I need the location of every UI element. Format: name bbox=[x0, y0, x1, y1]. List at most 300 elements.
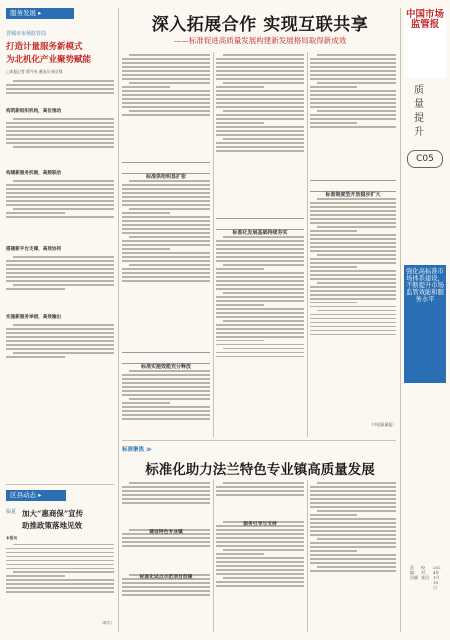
text-line bbox=[6, 142, 114, 144]
text-line bbox=[317, 566, 396, 568]
left-body-1 bbox=[6, 78, 114, 106]
text-line bbox=[6, 188, 114, 190]
text-line bbox=[122, 268, 210, 270]
masthead-title: 中国市场监管报 bbox=[404, 8, 446, 78]
left-byline: □本报记者 贾开亮 通讯员 崔京锋 bbox=[6, 69, 63, 74]
text-line bbox=[317, 110, 396, 112]
text-line bbox=[310, 66, 396, 68]
text-line bbox=[122, 386, 210, 388]
text-line bbox=[129, 82, 210, 84]
text-line bbox=[310, 74, 396, 76]
left-kicker: 晋城市市场监管局 bbox=[6, 31, 47, 37]
lead-c1-body-1 bbox=[122, 52, 210, 158]
text-line bbox=[122, 58, 210, 60]
text-line bbox=[310, 526, 396, 528]
text-line bbox=[122, 410, 210, 412]
text-line bbox=[310, 274, 396, 276]
text-line bbox=[310, 222, 396, 224]
text-line bbox=[129, 264, 210, 266]
text-line bbox=[129, 54, 210, 56]
text-line bbox=[216, 272, 304, 274]
text-line bbox=[310, 542, 396, 544]
text-line bbox=[6, 276, 114, 278]
text-line bbox=[223, 549, 304, 551]
lead-subhead-3: 标准实施效能充分释放 bbox=[140, 364, 191, 370]
text-line bbox=[13, 324, 114, 326]
text-line bbox=[122, 114, 210, 116]
text-line bbox=[13, 146, 114, 148]
text-lines bbox=[122, 370, 210, 419]
text-line bbox=[129, 370, 210, 372]
text-line bbox=[216, 256, 304, 258]
text-line bbox=[310, 262, 396, 264]
text-line bbox=[317, 282, 396, 284]
text-line bbox=[122, 200, 210, 202]
text-line bbox=[122, 232, 210, 234]
text-line bbox=[122, 94, 210, 96]
text-line bbox=[223, 138, 304, 140]
text-line bbox=[216, 304, 264, 306]
text-line bbox=[216, 102, 304, 104]
text-line bbox=[216, 537, 304, 539]
text-line bbox=[216, 240, 304, 242]
text-line bbox=[216, 280, 304, 282]
text-lines bbox=[216, 482, 304, 496]
left-body-2 bbox=[6, 116, 114, 168]
text-line bbox=[13, 208, 114, 210]
text-line bbox=[122, 252, 210, 254]
text-line bbox=[216, 569, 304, 571]
lead-col-1 bbox=[122, 52, 210, 454]
text-line bbox=[310, 530, 396, 532]
text-line bbox=[122, 394, 210, 396]
text-line bbox=[129, 208, 210, 210]
county-title-line1: 加大“惠商保”宣传 bbox=[22, 509, 84, 518]
text-line bbox=[122, 184, 210, 186]
text-line bbox=[310, 490, 396, 492]
text-line bbox=[129, 110, 210, 112]
text-line bbox=[122, 216, 210, 218]
text-line bbox=[13, 571, 114, 573]
lead-subhead-1: 标准供给明显扩张 bbox=[145, 174, 186, 180]
text-line bbox=[216, 106, 304, 108]
text-line bbox=[310, 230, 357, 232]
lead-subtitle: ——标准促进高质量发展构建新发展格局取得新成效 bbox=[173, 36, 347, 45]
text-line bbox=[216, 66, 304, 68]
text-line bbox=[216, 244, 304, 246]
text-line bbox=[310, 302, 357, 304]
text-line bbox=[317, 510, 396, 512]
text-line bbox=[310, 518, 396, 520]
text-line bbox=[216, 90, 304, 92]
text-line bbox=[6, 88, 114, 90]
lead-col-2 bbox=[216, 52, 304, 432]
text-line bbox=[122, 62, 210, 64]
text-line bbox=[122, 212, 170, 214]
text-line bbox=[216, 561, 304, 563]
text-line bbox=[6, 200, 114, 202]
text-lines bbox=[216, 236, 304, 357]
text-line bbox=[216, 545, 304, 547]
bottom-col-rule-1 bbox=[213, 480, 214, 632]
text-line bbox=[122, 502, 210, 504]
text-line bbox=[122, 494, 210, 496]
text-line bbox=[310, 554, 396, 556]
text-line bbox=[310, 62, 396, 64]
text-line bbox=[310, 58, 396, 60]
text-line bbox=[122, 78, 210, 80]
text-lines bbox=[310, 54, 396, 127]
text-line bbox=[122, 418, 210, 420]
text-line bbox=[6, 216, 114, 218]
lead-c3-body-1 bbox=[310, 52, 396, 176]
text-line bbox=[6, 587, 114, 589]
text-line bbox=[223, 82, 304, 84]
lead-subhead-4-box bbox=[310, 180, 396, 198]
text-line bbox=[216, 585, 304, 587]
text-lines bbox=[216, 521, 304, 586]
text-line bbox=[6, 134, 114, 136]
text-line bbox=[129, 398, 210, 400]
text-line bbox=[122, 240, 210, 242]
text-line bbox=[6, 92, 114, 94]
left-title-line2: 为北机化产业聚势赋能 bbox=[6, 55, 92, 65]
left-subhead-1: 构筑新组织机构，高位推动 bbox=[6, 109, 62, 114]
text-line bbox=[216, 98, 304, 100]
text-line bbox=[310, 498, 396, 500]
text-line bbox=[310, 106, 396, 108]
county-footer: （韩学） bbox=[99, 621, 114, 625]
left-divider bbox=[6, 484, 114, 485]
text-line bbox=[6, 84, 114, 86]
text-line bbox=[6, 579, 114, 581]
text-line bbox=[216, 490, 304, 492]
lead-c1-body-3 bbox=[122, 368, 210, 454]
bottom-col-3 bbox=[310, 480, 396, 630]
text-line bbox=[6, 548, 114, 550]
left-body-4 bbox=[6, 254, 114, 312]
text-line bbox=[317, 82, 396, 84]
text-line bbox=[310, 570, 396, 572]
text-line bbox=[122, 537, 210, 539]
text-line bbox=[310, 118, 396, 120]
text-line bbox=[122, 541, 210, 543]
text-line bbox=[122, 594, 210, 596]
text-line bbox=[216, 565, 304, 567]
text-lines bbox=[6, 118, 114, 147]
text-line bbox=[216, 268, 264, 270]
bottom-c3-body-1 bbox=[310, 480, 396, 630]
text-line bbox=[223, 348, 304, 350]
lead-c2-body-2 bbox=[216, 234, 304, 432]
text-line bbox=[13, 80, 114, 82]
text-lines bbox=[6, 544, 114, 593]
left-body-3 bbox=[6, 178, 114, 244]
text-line bbox=[6, 122, 114, 124]
text-lines bbox=[310, 482, 396, 571]
lead-c1-body-2 bbox=[122, 178, 210, 348]
text-line bbox=[6, 552, 114, 554]
text-lines bbox=[122, 482, 210, 504]
text-line bbox=[122, 586, 210, 588]
section-label-text: 服务发展 bbox=[10, 9, 36, 17]
text-line bbox=[6, 280, 114, 282]
text-line bbox=[223, 482, 304, 484]
text-line bbox=[317, 538, 396, 540]
text-line bbox=[310, 522, 396, 524]
text-line bbox=[310, 502, 396, 504]
text-line bbox=[6, 564, 114, 566]
bottom-col-rule-2 bbox=[307, 480, 308, 632]
text-line bbox=[122, 390, 210, 392]
text-line bbox=[216, 336, 304, 338]
lead-subhead-2: 标准化发展基础持续夯实 bbox=[232, 230, 288, 236]
text-lines bbox=[216, 54, 304, 151]
mid-divider bbox=[122, 440, 396, 441]
text-line bbox=[6, 568, 114, 570]
bottom-title: 标准化助力法兰特色专业镇高质量发展 bbox=[145, 462, 375, 478]
text-line bbox=[122, 406, 210, 408]
text-line bbox=[216, 260, 304, 262]
text-line bbox=[216, 78, 304, 80]
text-line bbox=[122, 224, 210, 226]
lead-col-3 bbox=[310, 52, 396, 428]
lead-title: 深入拓展合作 实现互联共享 bbox=[151, 15, 369, 35]
text-line bbox=[317, 54, 396, 56]
text-line bbox=[122, 490, 210, 492]
text-line bbox=[122, 188, 210, 190]
text-line bbox=[6, 264, 114, 266]
text-line bbox=[6, 196, 114, 198]
text-line bbox=[122, 378, 210, 380]
text-line bbox=[122, 228, 210, 230]
text-line bbox=[310, 266, 357, 268]
text-line bbox=[13, 544, 114, 546]
text-line bbox=[216, 94, 304, 96]
text-line bbox=[310, 234, 396, 236]
lead-subhead-3-box bbox=[122, 352, 210, 370]
text-lines bbox=[6, 180, 114, 217]
text-line bbox=[216, 352, 304, 354]
right-rail-rule bbox=[400, 8, 401, 632]
text-line bbox=[216, 340, 264, 342]
lead-c2-body-1 bbox=[216, 52, 304, 214]
text-line bbox=[310, 102, 396, 104]
lead-byline: （中国质量报） bbox=[369, 422, 396, 427]
text-line bbox=[310, 330, 396, 332]
text-line bbox=[13, 118, 114, 120]
bottom-c2-body-2 bbox=[216, 519, 304, 629]
lead-c3-body-2 bbox=[310, 196, 396, 420]
text-line bbox=[122, 374, 210, 376]
section-label-county: 区县动态 ▸ bbox=[6, 490, 66, 501]
text-line bbox=[216, 142, 304, 144]
text-line bbox=[216, 557, 304, 559]
text-line bbox=[122, 545, 210, 547]
text-line bbox=[122, 86, 170, 88]
text-line bbox=[129, 236, 210, 238]
text-line bbox=[310, 314, 396, 316]
left-article bbox=[6, 30, 114, 384]
lead-subhead-4: 标准制度型开放稳步扩大 bbox=[325, 192, 381, 198]
text-line bbox=[6, 192, 114, 194]
county-label-text: 区县动态 bbox=[10, 491, 36, 499]
standard-label-text: 标准聚焦 bbox=[122, 447, 145, 453]
footer-date: 2024年1月18日 bbox=[433, 565, 441, 590]
text-line bbox=[216, 312, 304, 314]
text-line bbox=[216, 252, 304, 254]
text-line bbox=[122, 106, 210, 108]
text-line bbox=[13, 284, 114, 286]
text-line bbox=[223, 577, 304, 579]
left-body-5 bbox=[6, 322, 114, 384]
footer-editor: 责编：田颖 bbox=[410, 565, 418, 580]
text-line bbox=[216, 74, 304, 76]
lead-subhead-2-box bbox=[216, 218, 304, 236]
lead-col-rule-1 bbox=[213, 52, 214, 437]
text-line bbox=[317, 310, 396, 312]
text-line bbox=[216, 150, 304, 152]
text-line bbox=[6, 583, 114, 585]
text-line bbox=[216, 316, 304, 318]
text-line bbox=[223, 264, 304, 266]
text-line bbox=[216, 130, 304, 132]
left-col-rule bbox=[118, 8, 119, 632]
bottom-col-2 bbox=[216, 480, 304, 629]
text-lines bbox=[6, 80, 114, 94]
text-line bbox=[122, 272, 210, 274]
page-number: C05 bbox=[407, 150, 443, 168]
text-line bbox=[6, 126, 114, 128]
text-line bbox=[6, 332, 114, 334]
text-line bbox=[122, 102, 210, 104]
bottom-col-1 bbox=[122, 480, 210, 616]
text-line bbox=[310, 238, 396, 240]
text-line bbox=[6, 328, 114, 330]
text-line bbox=[216, 248, 304, 250]
footer-designer: 校对：张田 bbox=[421, 565, 429, 580]
bottom-subhead-2: 标准化试点示范项目创建 bbox=[139, 575, 193, 580]
text-line bbox=[216, 134, 304, 136]
text-line bbox=[216, 344, 304, 346]
text-line bbox=[122, 248, 170, 250]
text-line bbox=[122, 382, 210, 384]
text-line bbox=[216, 122, 264, 124]
text-line bbox=[317, 198, 396, 200]
text-line bbox=[6, 556, 114, 558]
text-line bbox=[310, 126, 396, 128]
text-line bbox=[310, 290, 396, 292]
text-line bbox=[6, 272, 114, 274]
text-line bbox=[129, 180, 210, 182]
text-line bbox=[122, 414, 210, 416]
text-line bbox=[317, 254, 396, 256]
text-line bbox=[223, 54, 304, 56]
county-kicker: 临夏 bbox=[6, 509, 17, 515]
text-line bbox=[310, 562, 396, 564]
text-line bbox=[216, 288, 304, 290]
text-line bbox=[317, 226, 396, 228]
text-line bbox=[223, 110, 304, 112]
text-line bbox=[122, 498, 210, 500]
column-label: 质量提升 bbox=[414, 85, 424, 138]
text-line bbox=[216, 296, 304, 298]
left-subhead-3: 搭建新平台支撑，高效协同 bbox=[6, 247, 62, 252]
text-line bbox=[122, 70, 210, 72]
text-line bbox=[310, 202, 396, 204]
text-line bbox=[216, 308, 304, 310]
text-line bbox=[216, 494, 304, 496]
text-line bbox=[216, 332, 304, 334]
text-line bbox=[310, 326, 396, 328]
text-line bbox=[310, 94, 396, 96]
text-line bbox=[216, 328, 304, 330]
text-line bbox=[6, 348, 114, 350]
text-line bbox=[6, 288, 65, 290]
text-line bbox=[122, 280, 210, 282]
text-line bbox=[310, 334, 396, 336]
text-line bbox=[310, 70, 396, 72]
text-line bbox=[122, 90, 210, 92]
text-line bbox=[216, 300, 304, 302]
text-line bbox=[216, 324, 304, 326]
county-body bbox=[6, 535, 114, 621]
text-line bbox=[122, 204, 210, 206]
text-line bbox=[223, 236, 304, 238]
text-line bbox=[216, 284, 304, 286]
text-line bbox=[122, 582, 210, 584]
text-line bbox=[310, 122, 357, 124]
text-line bbox=[122, 196, 210, 198]
text-line bbox=[216, 529, 304, 531]
lead-col-rule-2 bbox=[307, 52, 308, 437]
text-line bbox=[122, 276, 210, 278]
text-line bbox=[310, 246, 396, 248]
section-label-standard: 标准聚焦 ≫ bbox=[122, 447, 152, 453]
slogan-text: 强化高标准市场体系建设，不断提升市场监管效能和服务水平 bbox=[406, 268, 444, 304]
text-line bbox=[122, 244, 210, 246]
bottom-subhead-2-box bbox=[122, 563, 210, 580]
text-line bbox=[310, 218, 396, 220]
text-line bbox=[216, 553, 264, 555]
text-line bbox=[223, 292, 304, 294]
text-line bbox=[216, 581, 304, 583]
text-line bbox=[317, 482, 396, 484]
text-line bbox=[310, 270, 396, 272]
text-line bbox=[216, 146, 304, 148]
text-line bbox=[310, 506, 396, 508]
text-line bbox=[13, 352, 114, 354]
text-line bbox=[122, 260, 210, 262]
text-line bbox=[310, 206, 396, 208]
text-line bbox=[6, 336, 114, 338]
text-line bbox=[122, 192, 210, 194]
left-subhead-2: 构建新服务机制，高频联动 bbox=[6, 171, 62, 176]
text-lines bbox=[310, 198, 396, 335]
text-line bbox=[216, 276, 304, 278]
text-line bbox=[216, 86, 264, 88]
left-title-line1: 打造计量服务新模式 bbox=[6, 42, 83, 52]
text-line bbox=[216, 533, 304, 535]
text-line bbox=[216, 58, 304, 60]
slogan-banner bbox=[404, 265, 446, 383]
text-line bbox=[310, 534, 396, 536]
text-line bbox=[310, 486, 396, 488]
county-byline: 本报讯 bbox=[6, 536, 18, 540]
text-line bbox=[13, 256, 114, 258]
text-line bbox=[13, 180, 114, 182]
text-line bbox=[216, 70, 304, 72]
